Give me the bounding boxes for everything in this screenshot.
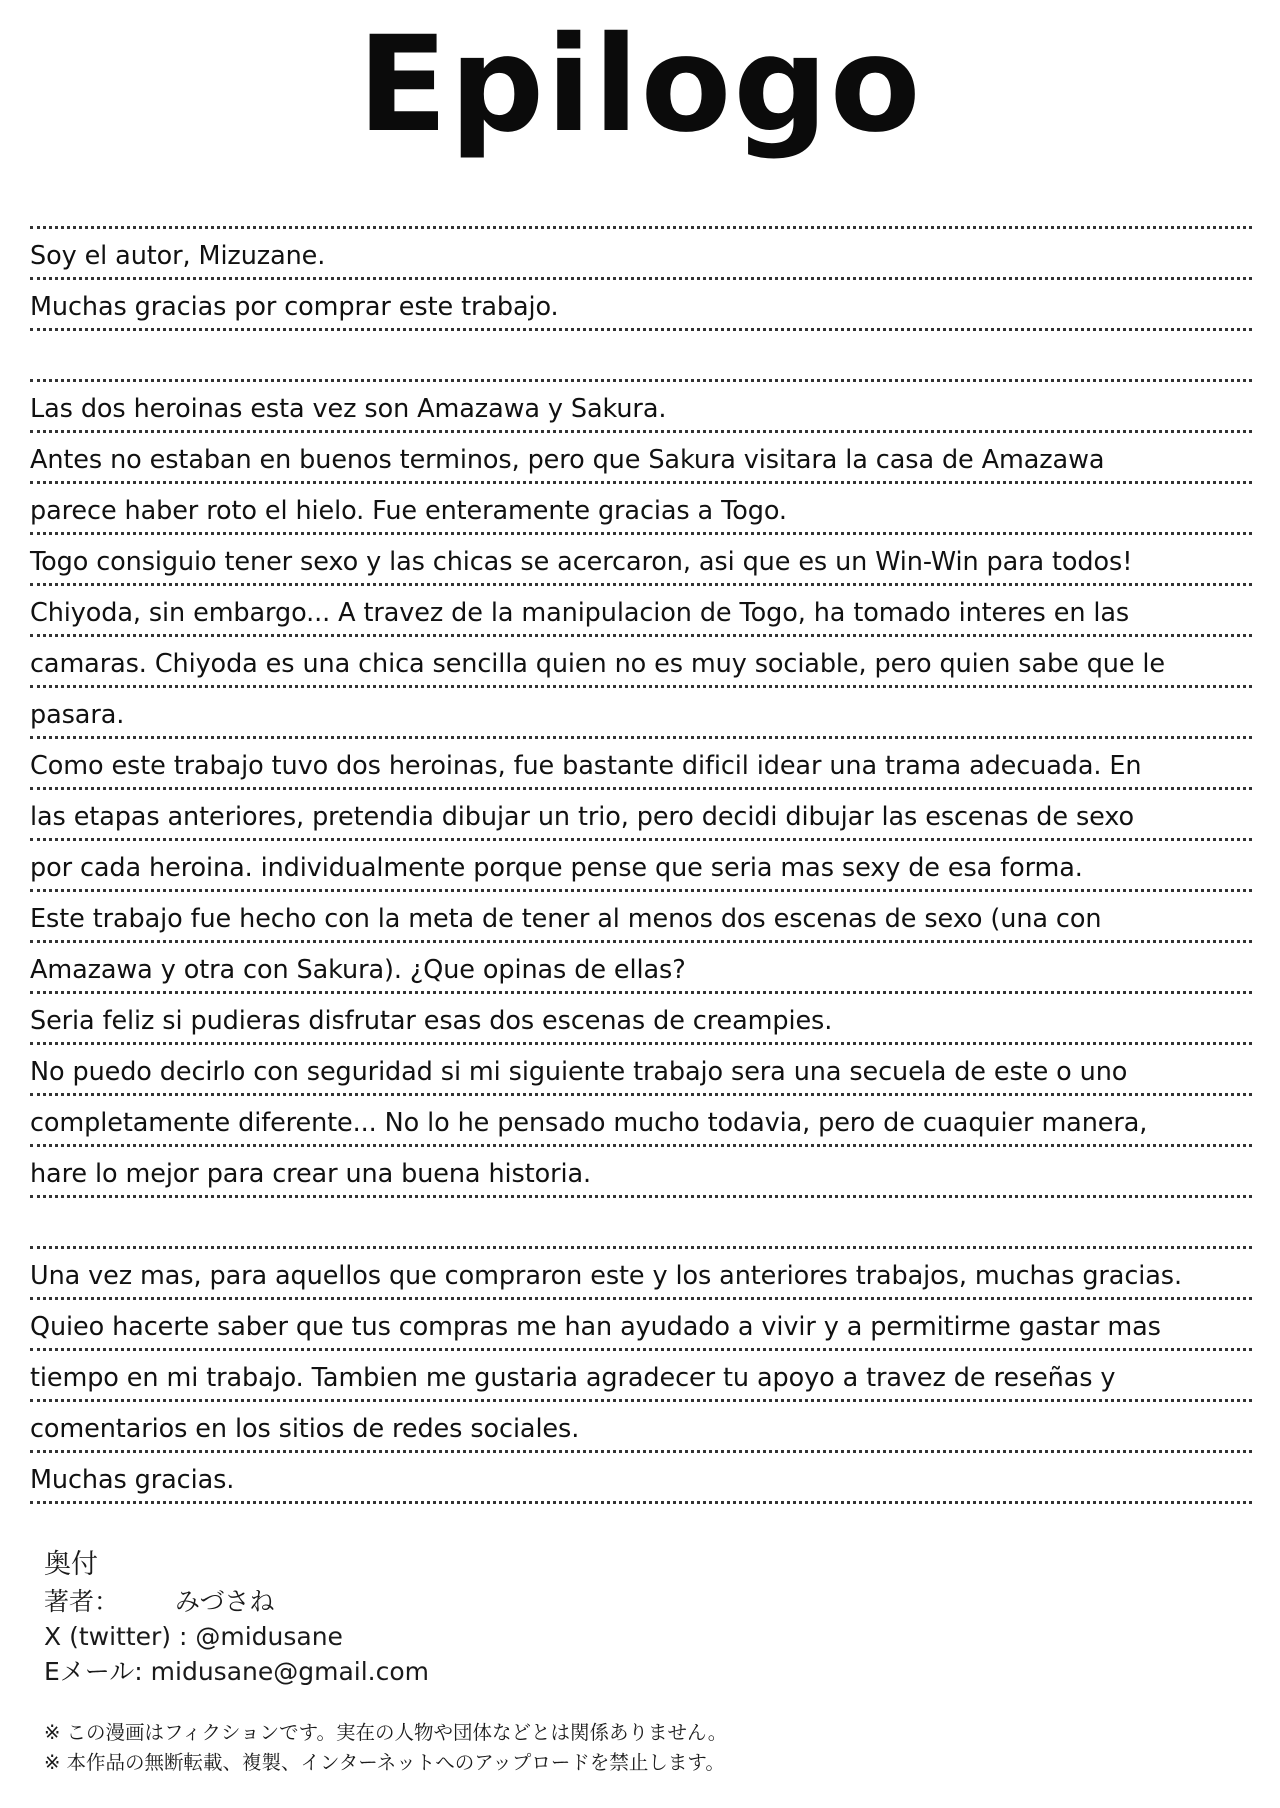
- ruled-line: [30, 892, 1252, 943]
- page-title: Epilogo: [357, 8, 923, 162]
- author-name: みづさね: [175, 1587, 275, 1616]
- ruled-line: [30, 1453, 1252, 1504]
- line-text: tiempo en mi trabajo. Tambien me gustaria agradecer tu apoyo a travez de reseñas y: [30, 1363, 1116, 1393]
- author-label: 著者：: [44, 1587, 120, 1616]
- line-text: camaras. Chiyoda es una chica sencilla quien no es muy sociable, pero quien sabe que le: [30, 649, 1166, 679]
- ruled-line: [30, 1249, 1252, 1300]
- ruled-line: [30, 637, 1252, 688]
- ruled-line: [30, 1198, 1252, 1249]
- ruled-line: [30, 943, 1252, 994]
- colophon: [44, 1546, 1194, 1689]
- ruled-line: [30, 1096, 1252, 1147]
- lined-sheet: [30, 178, 1252, 1504]
- ruled-line: [30, 1351, 1252, 1402]
- ruled-line: [30, 1045, 1252, 1096]
- ruled-line: [30, 484, 1252, 535]
- line-text: Chiyoda, sin embargo... A travez de la manipulacion de Togo, ha tomado interes en las: [30, 598, 1130, 628]
- line-text: Antes no estaban en buenos terminos, pero que Sakura visitara la casa de Amazawa: [30, 445, 1105, 475]
- email-address: Eメール: midusane@gmail.com: [44, 1657, 430, 1686]
- line-text: parece haber roto el hielo. Fue enteramente gracias a Togo.: [30, 496, 787, 526]
- fiction-notice: ※ この漫画はフィクションです。実在の人物や団体などとは関係ありません。: [44, 1721, 728, 1744]
- line-text: Togo consiguio tener sexo y las chicas se acercaron, asi que es un Win-Win para todos!: [30, 547, 1133, 577]
- line-text: Como este trabajo tuvo dos heroinas, fue bastante dificil idear una trama adecuada. En: [30, 751, 1142, 781]
- line-text: completamente diferente... No lo he pensado mucho todavia, pero de cuaquier manera,: [30, 1108, 1148, 1138]
- line-text: Seria feliz si pudieras disfrutar esas dos escenas de creampies.: [30, 1006, 833, 1036]
- line-text: hare lo mejor para crear una buena historia.: [30, 1159, 591, 1189]
- line-text: Quieo hacerte saber que tus compras me han ayudado a vivir y a permitirme gastar mas: [30, 1312, 1161, 1342]
- line-text: Las dos heroinas esta vez son Amazawa y Sakura.: [30, 394, 667, 424]
- line-text: Una vez mas, para aquellos que compraron este y los anteriores trabajos, muchas gracias.: [30, 1261, 1182, 1291]
- line-text: Este trabajo fue hecho con la meta de tener al menos dos escenas de sexo (una con: [30, 904, 1102, 934]
- line-text: No puedo decirlo con seguridad si mi siguiente trabajo sera una secuela de este o uno: [30, 1057, 1128, 1087]
- copyright-notice: ※ 本作品の無断転載、複製、インターネットへのアップロードを禁止します。: [44, 1751, 725, 1774]
- ruled-line: [30, 280, 1252, 331]
- ruled-line: [30, 535, 1252, 586]
- author-row: [44, 1584, 1194, 1619]
- line-text: pasara.: [30, 700, 125, 730]
- ruled-line: [30, 994, 1252, 1045]
- line-text: Amazawa y otra con Sakura). ¿Que opinas de ellas?: [30, 955, 686, 985]
- line-text: las etapas anteriores, pretendia dibujar un trio, pero decidi dibujar las escenas de sexo: [30, 802, 1135, 832]
- ruled-line: [30, 229, 1252, 280]
- ruled-line: [30, 178, 1252, 229]
- ruled-line: [30, 433, 1252, 484]
- ruled-line: [30, 688, 1252, 739]
- ruled-line: [30, 1402, 1252, 1453]
- ruled-line: [30, 841, 1252, 892]
- ruled-line: [30, 790, 1252, 841]
- line-text: Muchas gracias por comprar este trabajo.: [30, 292, 559, 322]
- ruled-line: [30, 739, 1252, 790]
- twitter-handle: X (twitter) : @midusane: [44, 1622, 343, 1651]
- line-text: Muchas gracias.: [30, 1465, 235, 1495]
- line-text: comentarios en los sitios de redes sociales.: [30, 1414, 580, 1444]
- ruled-line: [30, 586, 1252, 637]
- ruled-line: [30, 1300, 1252, 1351]
- line-text: Soy el autor, Mizuzane.: [30, 241, 326, 271]
- colophon-heading: 奥付: [44, 1549, 98, 1580]
- ruled-line: [30, 1147, 1252, 1198]
- line-text: por cada heroina. individualmente porque pense que seria mas sexy de esa forma.: [30, 853, 1083, 883]
- ruled-line: [30, 382, 1252, 433]
- ruled-line: [30, 331, 1252, 382]
- legal-notes: [44, 1718, 1224, 1778]
